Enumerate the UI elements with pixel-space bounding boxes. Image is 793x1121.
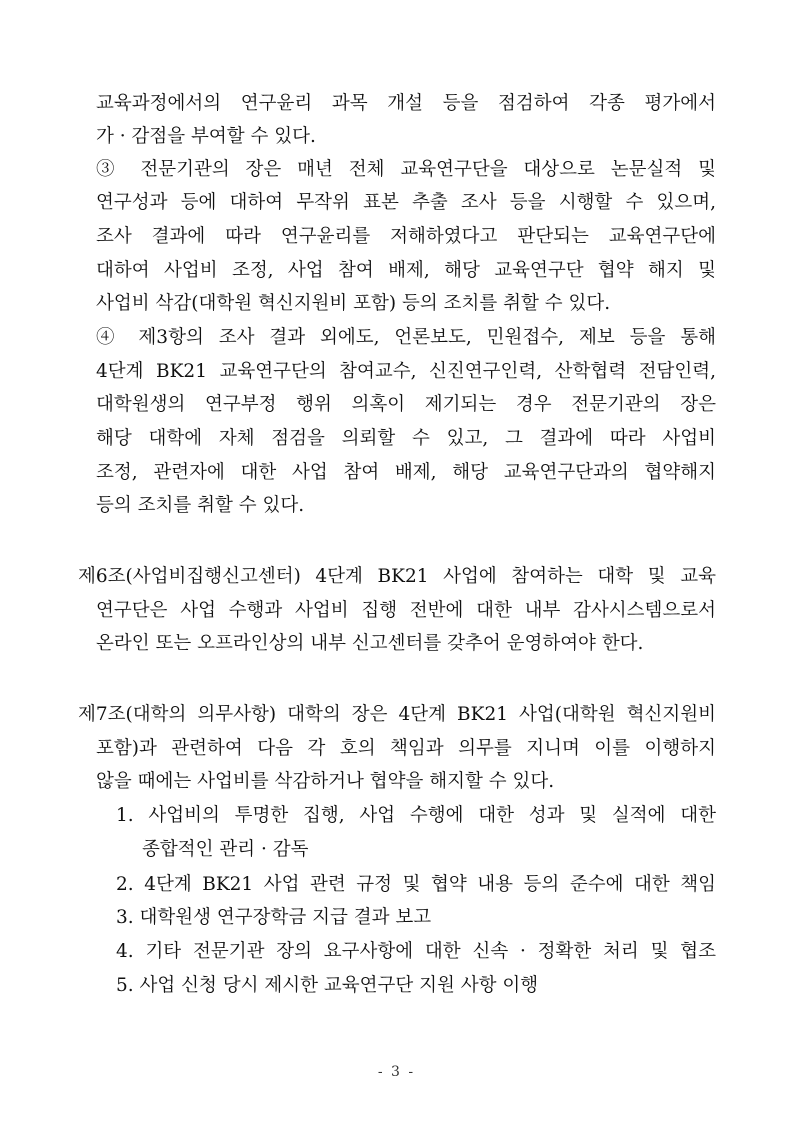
article6-line-2: 연구단은 사업 수행과 사업비 집행 전반에 대한 내부 감사시스템으로서 [96,600,716,621]
para3-line-1: ③ 전문기관의 장은 매년 전체 교육연구단을 대상으로 논문실적 및 [96,159,716,180]
para4-line-1: ④ 제3항의 조사 결과 외에도, 언론보도, 민원접수, 제보 등을 통해 [96,327,716,348]
para3-line-4: 대하여 사업비 조정, 사업 참여 배제, 해당 교육연구단 협약 해지 및 [96,260,716,281]
para4-line-6: 등의 조치를 취할 수 있다. [96,495,305,516]
intro-line-2: 가 · 감점을 부여할 수 있다. [96,126,316,147]
para4-line-5: 조정, 관련자에 대한 사업 참여 배제, 해당 교육연구단과의 협약해지 [96,462,716,483]
para3-line-2: 연구성과 등에 대하여 무작위 표본 추출 조사 등을 시행할 수 있으며, [96,192,716,213]
article7-item-1-cont: 종합적인 관리 · 감독 [142,839,309,860]
article6-line-3: 온라인 또는 오프라인상의 내부 신고센터를 갖추어 운영하여야 한다. [96,633,644,654]
para3-line-5: 사업비 삭감(대학원 혁신지원비 포함) 등의 조치를 취할 수 있다. [96,293,611,314]
article7-item-3: 3. 대학원생 연구장학금 지급 결과 보고 [116,907,432,928]
para4-line-4: 해당 대학에 자체 점검을 의뢰할 수 있고, 그 결과에 따라 사업비 [96,428,716,449]
article7-line-1: 제7조(대학의 의무사항) 대학의 장은 4단계 BK21 사업(대학원 혁신지원비 [78,704,716,725]
article7-line-2: 포함)과 관련하여 다음 각 호의 책임과 의무를 지니며 이를 이행하지 [96,738,716,759]
intro-line-1: 교육과정에서의 연구윤리 과목 개설 등을 점검하여 각종 평가에서 [96,93,716,114]
article7-item-1: 1. 사업비의 투명한 집행, 사업 수행에 대한 성과 및 실적에 대한 [116,805,716,826]
para4-line-3: 대학원생의 연구부정 행위 의혹이 제기되는 경우 전문기관의 장은 [96,394,716,415]
para3-line-3: 조사 결과에 따라 연구윤리를 저해하였다고 판단되는 교육연구단에 [96,226,716,247]
page-number: - 3 - [377,1064,416,1080]
article7-item-5: 5. 사업 신청 당시 제시한 교육연구단 지원 사항 이행 [116,975,539,996]
article7-item-4: 4. 기타 전문기관 장의 요구사항에 대한 신속 · 정확한 처리 및 협조 [116,941,716,962]
article6-line-1: 제6조(사업비집행신고센터) 4단계 BK21 사업에 참여하는 대학 및 교육 [78,566,716,587]
article7-line-3: 않을 때에는 사업비를 삭감하거나 협약을 해지할 수 있다. [96,771,555,792]
para4-line-2: 4단계 BK21 교육연구단의 참여교수, 신진연구인력, 산학협력 전담인력, [96,361,716,382]
article7-item-2: 2. 4단계 BK21 사업 관련 규정 및 협약 내용 등의 준수에 대한 책임 [116,874,716,895]
